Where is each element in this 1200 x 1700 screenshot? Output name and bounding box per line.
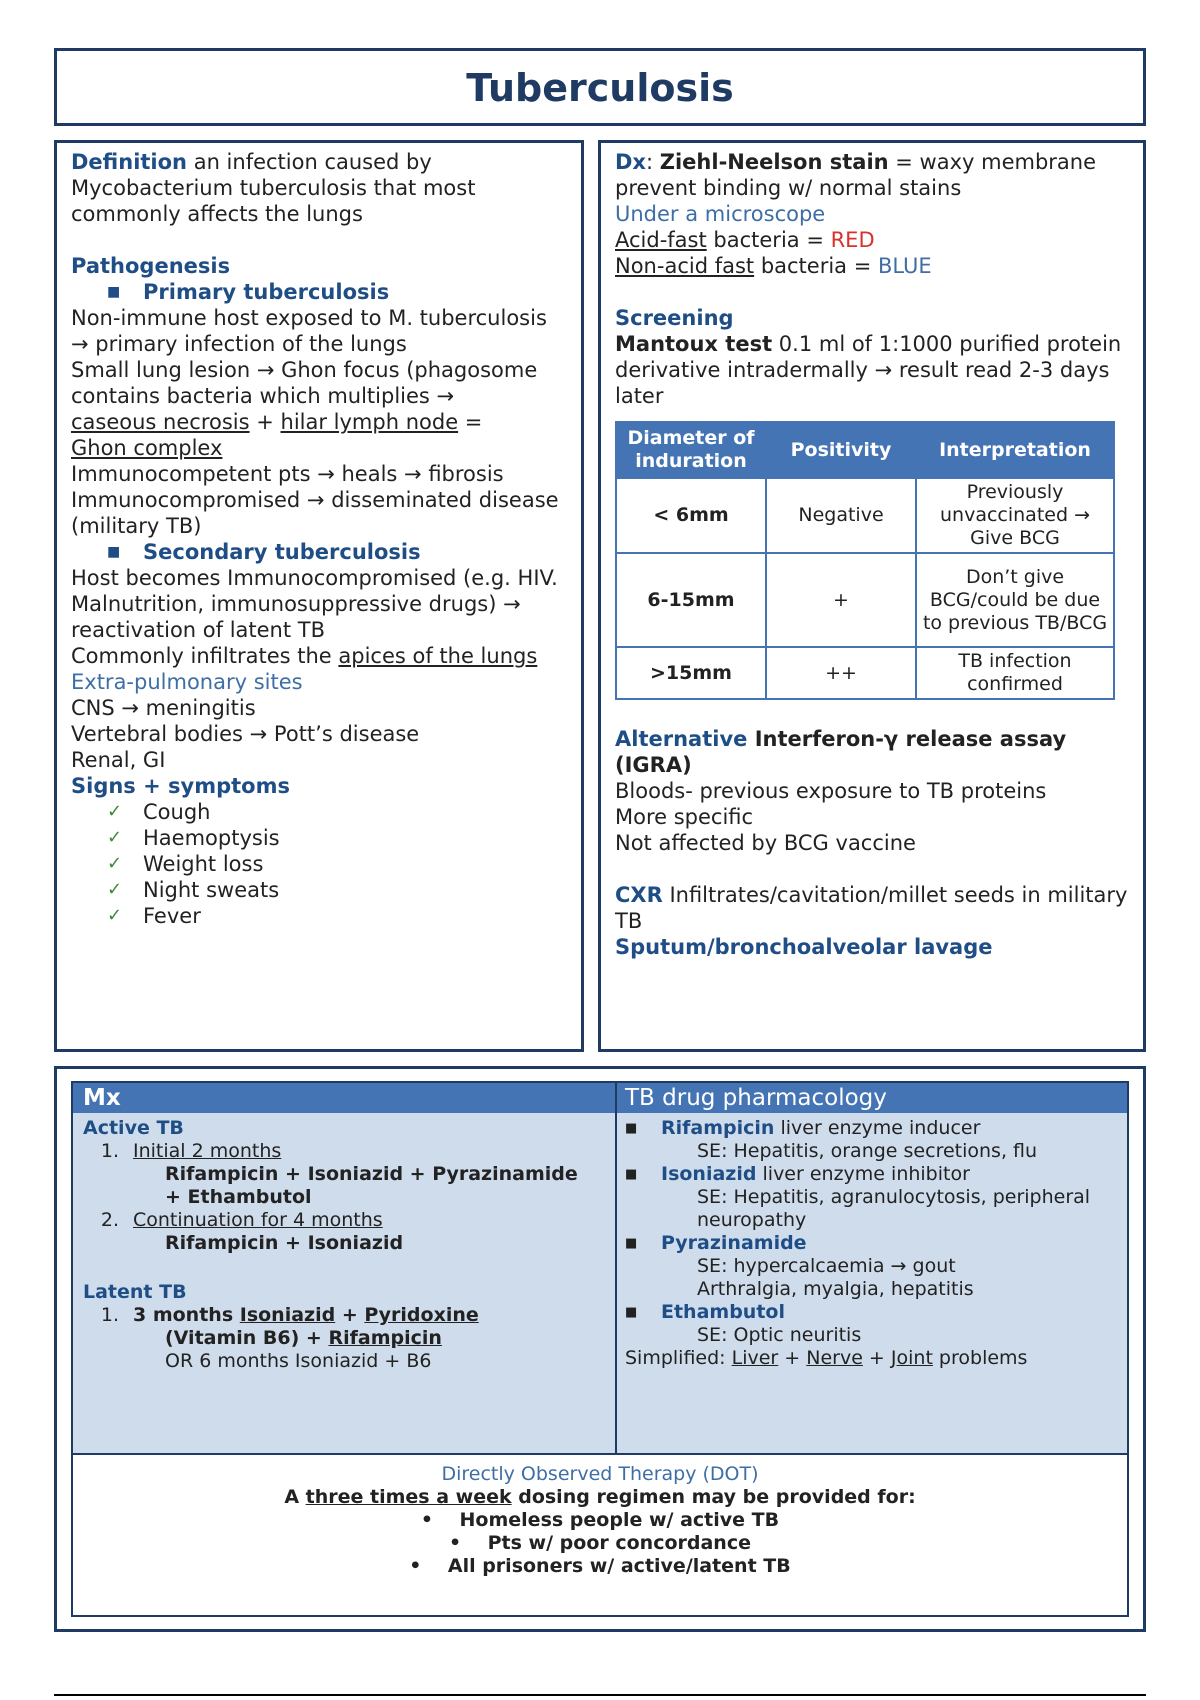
step-1: 1. Initial 2 months — [100, 1140, 282, 1162]
cxr-line: CXR Infiltrates/cavitation/millet seeds in military TB — [615, 883, 1128, 933]
latent-step: 1. 3 months Isoniazid + Pyridoxine — [100, 1304, 479, 1326]
primary-line: Non-immune host exposed to M. tuberculosis → primary infection of the lungs — [71, 306, 547, 356]
treatment-column — [83, 1117, 608, 1373]
primary-tb-heading: ■ Primary tuberculosis — [107, 280, 390, 304]
alt-line: Not affected by BCG vaccine — [615, 831, 916, 855]
list-item: ✓ Cough — [107, 800, 211, 824]
list-item: • Homeless people w/ active TB — [420, 1509, 780, 1531]
table-header-row — [616, 422, 1114, 478]
alt-line: Bloods- previous exposure to TB proteins — [615, 779, 1047, 803]
left-panel — [54, 140, 584, 1052]
step-2: 2. Continuation for 4 months — [100, 1209, 383, 1231]
step-1-drugs: Rifampicin + Isoniazid + Pyrazinamide — [165, 1163, 578, 1185]
management-header — [73, 1083, 1127, 1113]
signs-list — [71, 799, 567, 929]
drug-item: ■ Ethambutol — [625, 1301, 785, 1323]
table-header: Interpretation — [916, 422, 1114, 478]
alt-line: More specific — [615, 805, 754, 829]
column-divider — [615, 1083, 617, 1453]
table-header: Diameter of induration — [616, 422, 766, 478]
mantoux-line: Mantoux test 0.1 ml of 1:1000 purified protein derivative intradermally → result read 2-3 days later — [615, 332, 1122, 408]
latent-tb-heading: Latent TB — [83, 1281, 187, 1303]
side-effects: SE: Optic neuritis — [697, 1324, 862, 1346]
side-effects: Arthralgia, myalgia, hepatitis — [697, 1278, 974, 1300]
table-row: < 6mm Negative Previously unvaccinated → Give BCG — [616, 478, 1114, 553]
simplified-line: Simplified: Liver + Nerve + Joint problems — [625, 1347, 1028, 1369]
sputum-line: Sputum/bronchoalveolar lavage — [615, 935, 993, 959]
table-header: Positivity — [766, 422, 916, 478]
extra-pulmonary-heading: Extra-pulmonary sites — [71, 670, 303, 694]
square-bullet-icon: ■ — [625, 1121, 638, 1136]
title-box — [54, 48, 1146, 126]
checkmark-icon: ✓ — [107, 853, 123, 874]
extra-item: Renal, GI — [71, 748, 166, 772]
latent-step-b: (Vitamin B6) + Rifampicin — [165, 1327, 442, 1349]
definition: Definition an infection caused by Mycobacterium tuberculosis that most commonly affects the lungs — [71, 150, 476, 226]
list-item: • All prisoners w/ active/latent TB — [409, 1555, 791, 1577]
screening-heading: Screening — [615, 306, 734, 330]
checkmark-icon: ✓ — [107, 827, 123, 848]
dot-section — [73, 1453, 1127, 1578]
drug-item: ■ Rifampicin liver enzyme inducer — [625, 1117, 981, 1139]
list-item: ✓ Night sweats — [107, 878, 280, 902]
drug-item: ■ Pyrazinamide — [625, 1232, 807, 1254]
list-item: ✓ Weight loss — [107, 852, 264, 876]
mx-heading: Mx — [83, 1085, 121, 1111]
step-1-drugs-b: + Ethambutol — [165, 1186, 312, 1208]
drug-item: ■ Isoniazid liver enzyme inhibitor — [625, 1163, 970, 1185]
footer-rule — [54, 1694, 1146, 1696]
active-tb-heading: Active TB — [83, 1117, 184, 1139]
pharmacology-heading: TB drug pharmacology — [625, 1085, 887, 1111]
side-effects: SE: Hepatitis, agranulocytosis, peripheral neuropathy — [697, 1186, 1091, 1231]
management-body — [73, 1113, 1127, 1453]
checkmark-icon: ✓ — [107, 879, 123, 900]
step-2-drugs: Rifampicin + Isoniazid — [165, 1232, 404, 1254]
checkmark-icon: ✓ — [107, 905, 123, 926]
pharmacology-column — [625, 1117, 1125, 1370]
list-item: ✓ Fever — [107, 904, 201, 928]
microscope-line: Under a microscope — [615, 202, 826, 226]
secondary-text: Host becomes Immunocompromised (e.g. HIV. Malnutrition, immunosuppressive drugs) → reactivation of latent TB — [71, 566, 558, 642]
dot-line: A three times a week dosing regimen may be provided for: — [284, 1486, 916, 1508]
non-acid-fast-line: Non-acid fast bacteria = BLUE — [615, 254, 932, 278]
side-effects: SE: Hepatitis, orange secretions, flu — [697, 1140, 1038, 1162]
dot-title: Directly Observed Therapy (DOT) — [441, 1463, 759, 1485]
mantoux-table — [615, 421, 1115, 700]
right-panel — [598, 140, 1146, 1052]
side-effects: SE: hypercalcaemia → gout — [697, 1255, 956, 1277]
list-item: • Pts w/ poor concordance — [449, 1532, 751, 1554]
definition-label: Definition — [71, 150, 188, 174]
table-row: >15mm ++ TB infection confirmed — [616, 647, 1114, 699]
infiltrates-line: Commonly infiltrates the apices of the lungs — [71, 644, 538, 668]
management-panel — [54, 1066, 1146, 1632]
alternative-line: Alternative Interferon-γ release assay (IGRA) — [615, 727, 1067, 777]
immunocompromised-line: Immunocompromised → disseminated disease (military TB) — [71, 488, 559, 538]
latent-alternative: OR 6 months Isoniazid + B6 — [165, 1350, 432, 1372]
dx-line: Dx: Ziehl-Neelson stain = waxy membrane prevent binding w/ normal stains — [615, 150, 1097, 200]
secondary-tb-heading: ■ Secondary tuberculosis — [107, 540, 421, 564]
square-bullet-icon: ■ — [625, 1167, 638, 1182]
square-bullet-icon: ■ — [107, 284, 121, 300]
square-bullet-icon: ■ — [625, 1236, 638, 1251]
signs-heading: Signs + symptoms — [71, 774, 290, 798]
extra-item: CNS → meningitis — [71, 696, 256, 720]
page-title: Tuberculosis — [466, 66, 734, 110]
list-item: ✓ Haemoptysis — [107, 826, 280, 850]
ghon-complex-line: caseous necrosis + hilar lymph node = Ghon complex — [71, 410, 483, 460]
acid-fast-line: Acid-fast bacteria = RED — [615, 228, 875, 252]
extra-item: Vertebral bodies → Pott’s disease — [71, 722, 420, 746]
square-bullet-icon: ■ — [625, 1305, 638, 1320]
primary-line: Small lung lesion → Ghon focus (phagosome contains bacteria which multiplies → — [71, 358, 538, 408]
checkmark-icon: ✓ — [107, 801, 123, 822]
pathogenesis-heading: Pathogenesis — [71, 254, 231, 278]
square-bullet-icon: ■ — [107, 544, 121, 560]
table-row: 6-15mm + Don’t give BCG/could be due to previous TB/BCG — [616, 553, 1114, 647]
management-table — [71, 1081, 1129, 1617]
immunocompetent-line: Immunocompetent pts → heals → fibrosis — [71, 462, 504, 486]
